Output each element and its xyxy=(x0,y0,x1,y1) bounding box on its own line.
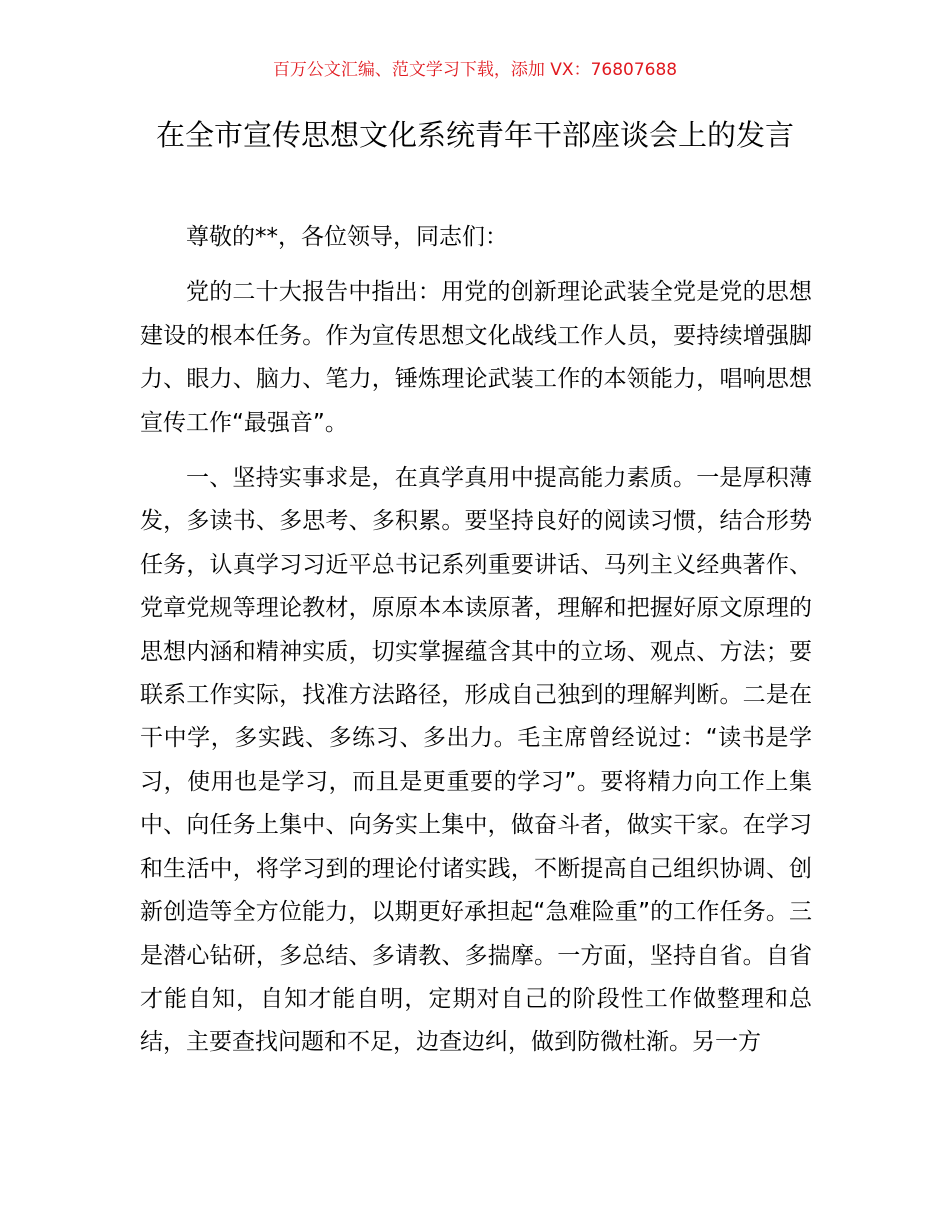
header-watermark-note: 百万公文汇编、范文学习下载，添加 VX：76807688 xyxy=(272,60,678,80)
paragraph-section-one: 一、坚持实事求是，在真学真用中提高能力素质。一是厚积薄发，多读书、多思考、多积累。要坚持良好的阅读习惯，结合形势任务，认真学习习近平总书记系列重要讲话、马列主义经典著作、党章党规等理论教材，原原本本读原著，理解和把握好原文原理的思想内涵和精神实质，切实掌握蕴含其中的立场、观点、方法；要联系工作实际，找准方法路径，形成自己独到的理解判断。二是在干中学，多实践、多练习、多出力。毛主席曾经说过：“读书是学习，使用也是学习，而且是更重要的学习”。要将精力向工作上集中、向任务上集中、向务实上集中，做奋斗者，做实干家。在学习和生活中，将学习到的理论付诸实践，不断提高自己组织协调、创新创造等全方位能力，以期更好承担起“急难险重”的工作任务。三是潜心钻研，多总结、多请教、多揣摩。一方面，坚持自省。自省才能自知，自知才能自明，定期对自己的阶段性工作做整理和总结，主要查找问题和不足，边查边纠，做到防微杜渐。另一方 xyxy=(140,465,812,1056)
document-title: 在全市宣传思想文化系统青年干部座谈会上的发言 xyxy=(155,118,794,152)
paragraph-intro: 党的二十大报告中指出：用党的创新理论武装全党是党的思想建设的根本任务。作为宣传思想文化战线工作人员，要持续增强脚力、眼力、脑力、笔力，锤炼理论武装工作的本领能力，唱响思想宣传工作“最强音”。 xyxy=(140,279,812,436)
document-body xyxy=(140,216,812,1077)
salutation: 尊敬的**，各位领导，同志们： xyxy=(186,224,508,250)
